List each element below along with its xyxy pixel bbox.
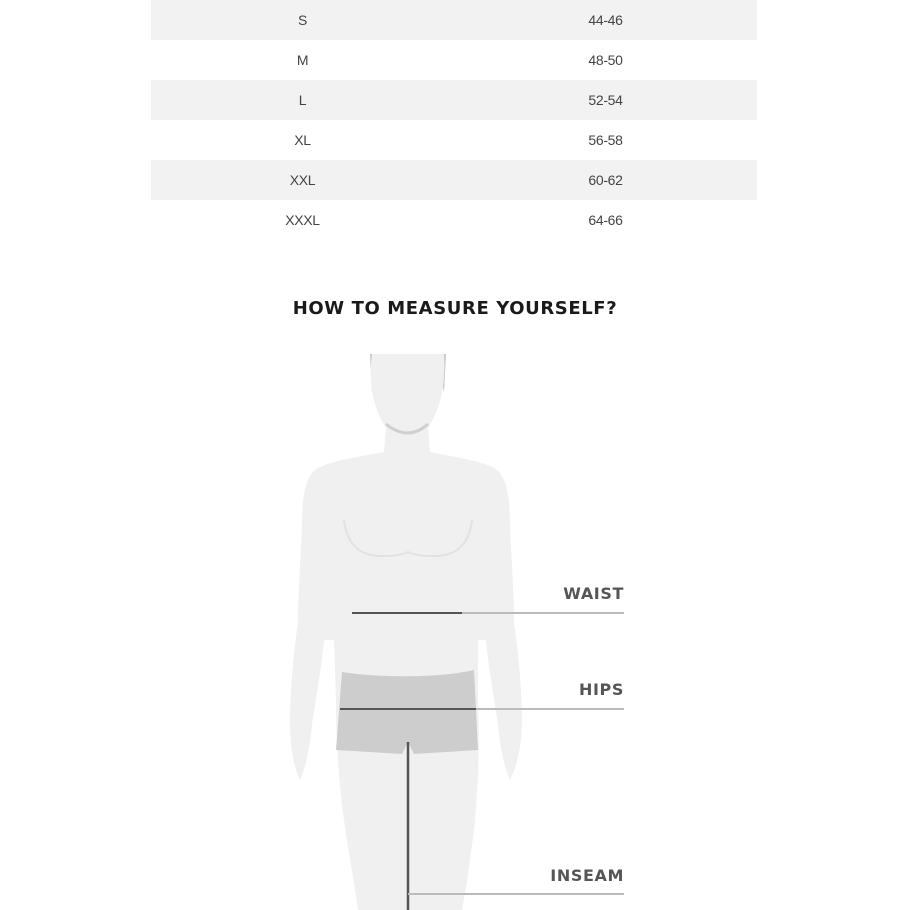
measurement-cell: 64-66 [588, 212, 623, 228]
size-cell: XXL [289, 172, 316, 188]
measurement-cell: 56-58 [588, 132, 623, 148]
measurement-cell: 60-62 [588, 172, 623, 188]
measurement-cell: 52-54 [588, 92, 623, 108]
size-cell: L [298, 92, 307, 108]
size-cell: M [296, 52, 309, 68]
size-cell: XXXL [285, 212, 320, 228]
size-cell: S [297, 12, 308, 28]
measurement-cell: 44-46 [588, 12, 623, 28]
inseam-label: INSEAM [550, 866, 624, 885]
size-cell: XL [294, 132, 311, 148]
shorts-shape [336, 670, 478, 754]
waist-label: WAIST [563, 584, 624, 603]
hips-label: HIPS [579, 680, 624, 699]
measurement-cell: 48-50 [588, 52, 623, 68]
body-silhouette [290, 354, 522, 910]
measure-section-title: HOW TO MEASURE YOURSELF? [292, 298, 618, 319]
